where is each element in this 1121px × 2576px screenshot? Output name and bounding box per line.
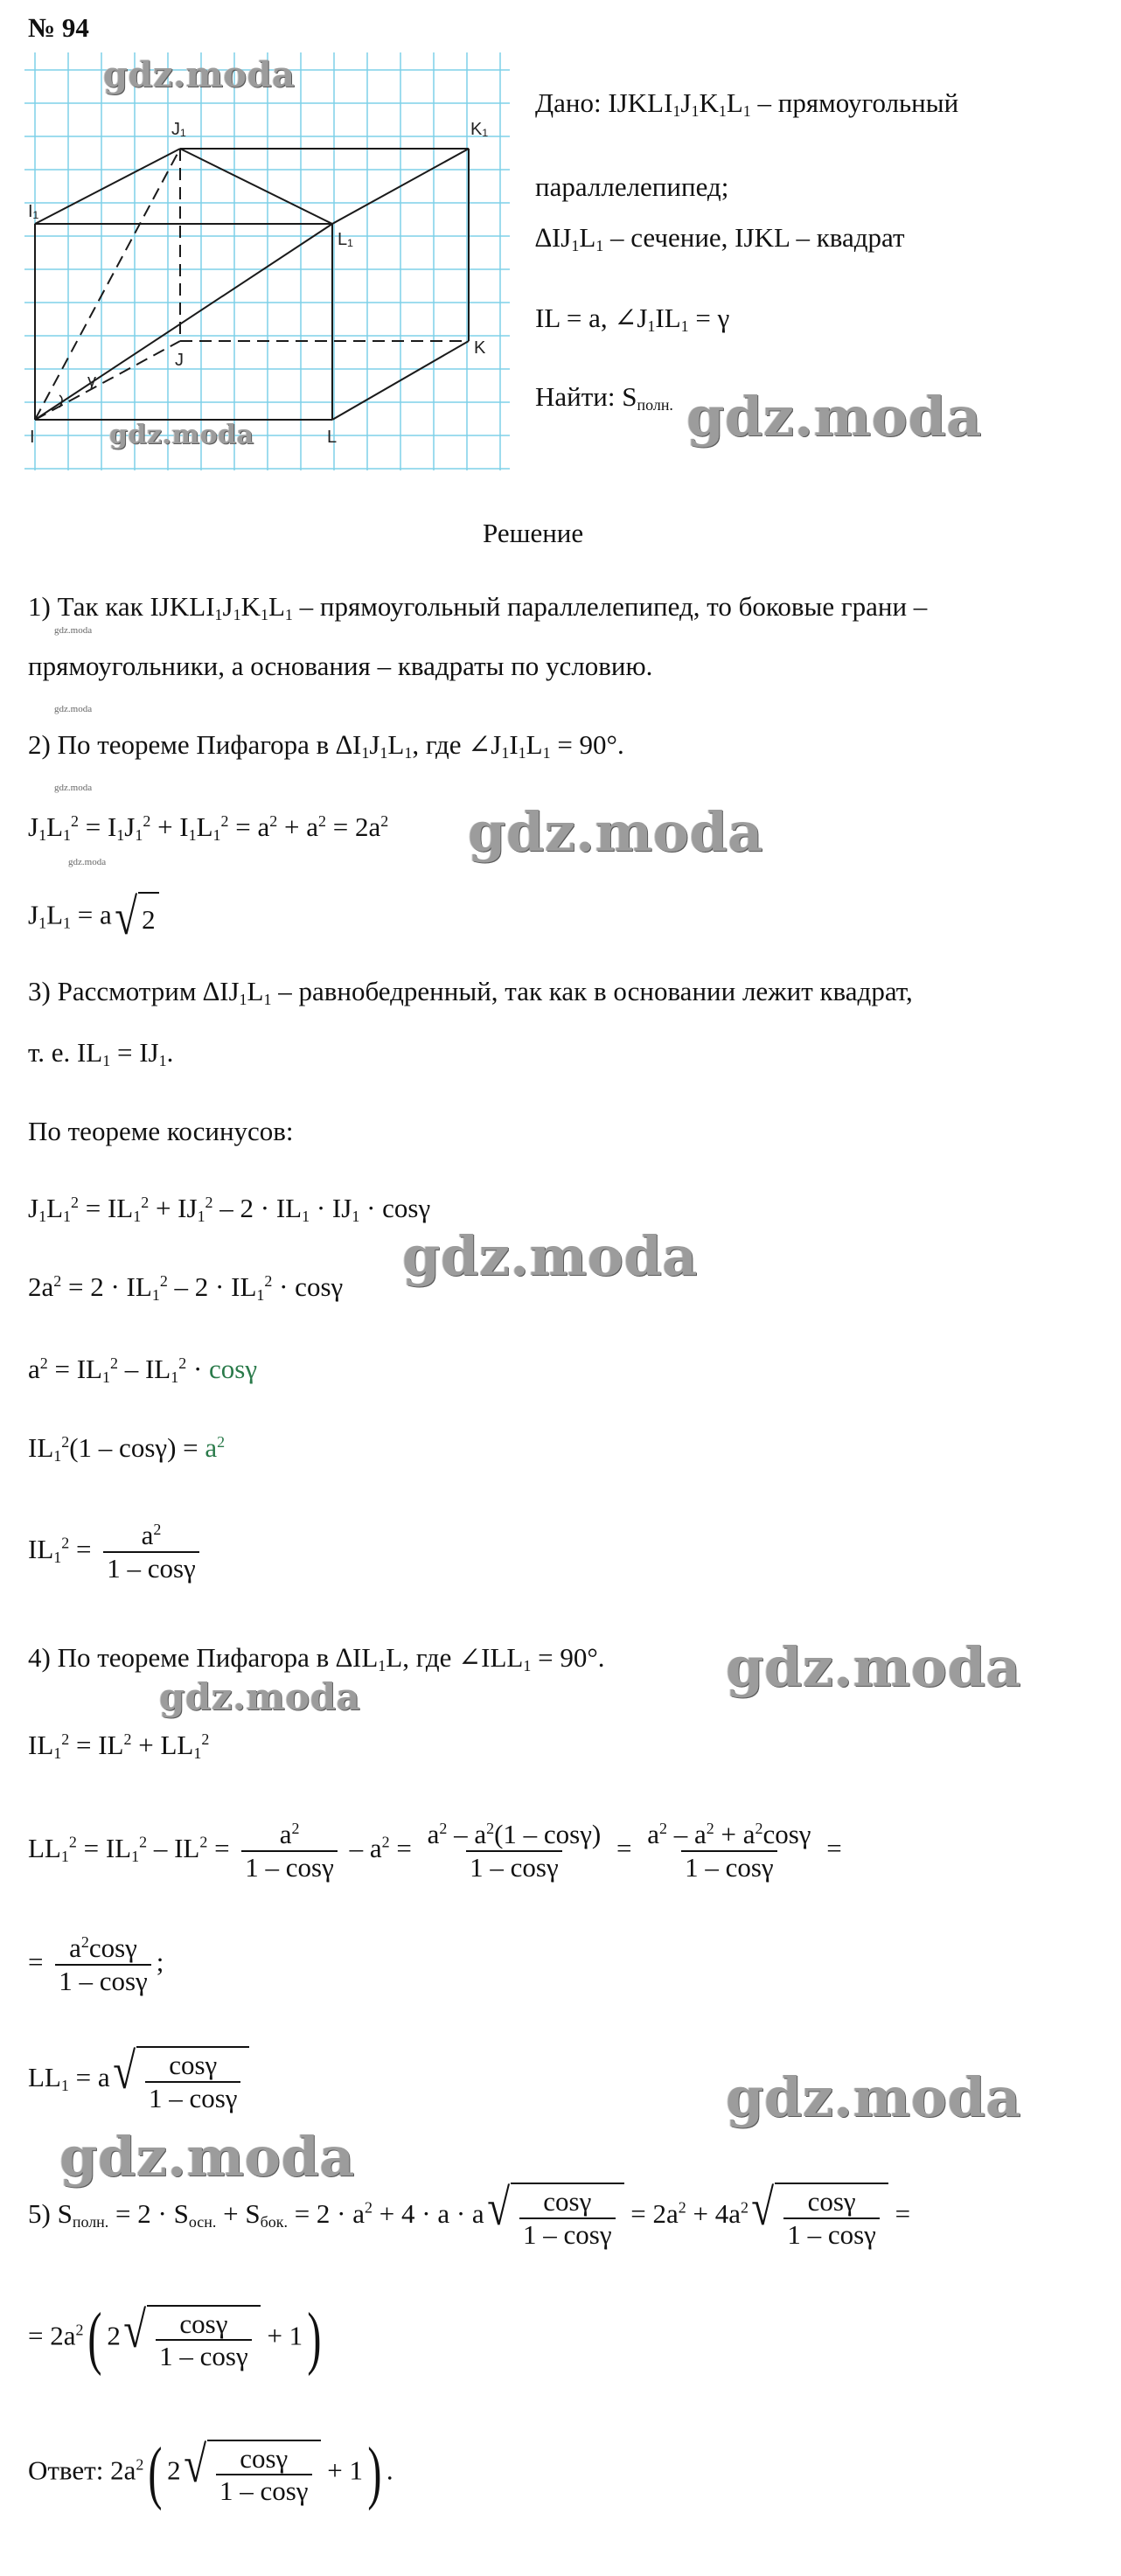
step-1-line-1: 1) Так как $IJKLI_1J_1K_1L_1$ – прямоугольный параллелепипед, то боковые грани –	[28, 591, 928, 624]
watermark-tiny: gdz.moda	[68, 857, 107, 867]
eq-pythagoras-1: $J_1L_1^2 = I_1J_1^2 + I_1L_1^2 = a^2 + a^2 = 2a^2$	[28, 811, 389, 845]
solution-heading: Решение	[483, 518, 584, 548]
eq-cosine-2: $2a^2 = 2 \cdot IL_1^2 - 2 \cdot IL_1^2 \cdot \cos\gamma$	[28, 1271, 344, 1305]
eq-total-area-result: = $2a^2$( 2 √ $\frac{\cos\gamma}{1 - \cos\gamma}$ + 1)	[28, 2299, 322, 2377]
answer: Ответ: $2a^2$( 2 √ $\frac{\cos\gamma}{1 - \cos\gamma}$ + 1) .	[28, 2433, 393, 2511]
label-I1: I₁	[28, 202, 39, 221]
label-I: I	[30, 428, 35, 447]
watermark: gdz.moda	[402, 1224, 698, 1288]
figure-edges	[35, 149, 469, 420]
watermark: gdz.moda	[103, 54, 296, 95]
watermark-tiny: gdz.moda	[54, 704, 93, 714]
grid	[24, 52, 510, 470]
eq-total-area: 5) $S_{полн.} = 2 \cdot S_{осн.} + S_{бок.} = 2 \cdot a^2 + 4 \cdot a \cdot a$ √ $\frac{\cos\gamma}{1 - \cos\gamma}$ = $2a^2 + 4a^2$ √ $\frac{\cos\gamma}{1 - \cos\gamma}$ =	[28, 2179, 911, 2250]
label-J1: J₁	[171, 120, 186, 139]
given-line-2: параллелепипед;	[535, 171, 729, 202]
eq-cosine-3: $a^2 = IL_1^2 - IL_1^2 \cdot \cos\gamma$	[28, 1354, 258, 1387]
eq-cosine-5: $IL_1^2$ = $\frac{a^2}{1 - \cos\gamma}$	[28, 1520, 205, 1584]
eq-j1l1: $J_1L_1 = a$ √ 2	[28, 892, 159, 943]
watermark: gdz.moda	[468, 800, 763, 864]
watermark: gdz.moda	[726, 2065, 1021, 2129]
label-L: L	[327, 428, 338, 447]
eq-cosine-4: $IL_1^2(1 - \cos\gamma) = a^2$	[28, 1432, 226, 1466]
watermark: gdz.moda	[726, 1635, 1021, 1699]
label-K1: K₁	[470, 120, 489, 139]
step-4-line: 4) По теореме Пифагора в $\Delta IL_1L$, где $\angle ILL_1 = 90^\circ$.	[28, 1642, 605, 1675]
label-J: J	[175, 351, 184, 370]
watermark: gdz.moda	[59, 2125, 355, 2189]
eq-ll1: $LL_1 = a$ √ $\frac{\cos\gamma}{1 - \cos\gamma}$	[28, 2046, 249, 2113]
parallelepiped-figure	[24, 52, 510, 470]
step-3-line-2: т. е. $IL_1 = IJ_1$.	[28, 1037, 174, 1070]
eq-pythagoras-2: $IL_1^2 = IL^2 + LL_1^2$	[28, 1730, 210, 1763]
given-line-4: IL = a, $\angle J_1IL_1 = \gamma$	[535, 303, 730, 336]
eq-ll1-squared: $LL_1^2 = IL_1^2 - IL^2$ = $\frac{a^2}{1 - \cos\gamma}$ – $a^2$ = $\frac{a^2 - a^2(1 - \cos\gamma)}{1 - \cos\gamma}$ = $\frac{a^2 - a^2 + a^2\cos\gamma}{1 - \cos\gamma}$ =	[28, 1819, 842, 1883]
label-L1: L₁	[338, 230, 353, 249]
step-2-line: 2) По теореме Пифагора в $\Delta I_1J_1L_1$, где $\angle J_1I_1L_1 = 90^\circ$.	[28, 729, 624, 762]
watermark: gdz.moda	[686, 385, 982, 449]
given-line-5: Найти: $S_{полн.}$	[535, 381, 673, 414]
watermark: gdz.moda	[109, 420, 254, 450]
cosine-theorem-label: По теореме косинусов:	[28, 1116, 294, 1146]
eq-ll1-squared-result: = $\frac{a^2\cos\gamma}{1 - \cos\gamma}$ ;	[28, 1932, 164, 1996]
watermark: gdz.moda	[159, 1675, 361, 1718]
watermark-tiny: gdz.moda	[54, 783, 93, 793]
step-3-line-1: 3) Рассмотрим $\Delta IJ_1L_1$ – равнобедренный, так как в основании лежит квадрат,	[28, 976, 913, 1009]
given-line-3: $\Delta IJ_1L_1$ – сечение, IJKL – квадрат	[535, 222, 905, 255]
step-1-line-2: прямоугольники, а основания – квадраты по условию.	[28, 651, 653, 681]
eq-cosine-1: $J_1L_1^2 = IL_1^2 + IJ_1^2 - 2 \cdot IL_1 \cdot IJ_1 \cdot \cos\gamma$	[28, 1193, 431, 1226]
label-K: K	[474, 338, 486, 358]
given-line-1: Дано: $IJKLI_1J_1K_1L_1$ – прямоугольный	[535, 87, 959, 121]
problem-number: № 94	[28, 12, 89, 43]
watermark-tiny: gdz.moda	[54, 625, 93, 636]
label-gamma: γ	[87, 372, 96, 391]
